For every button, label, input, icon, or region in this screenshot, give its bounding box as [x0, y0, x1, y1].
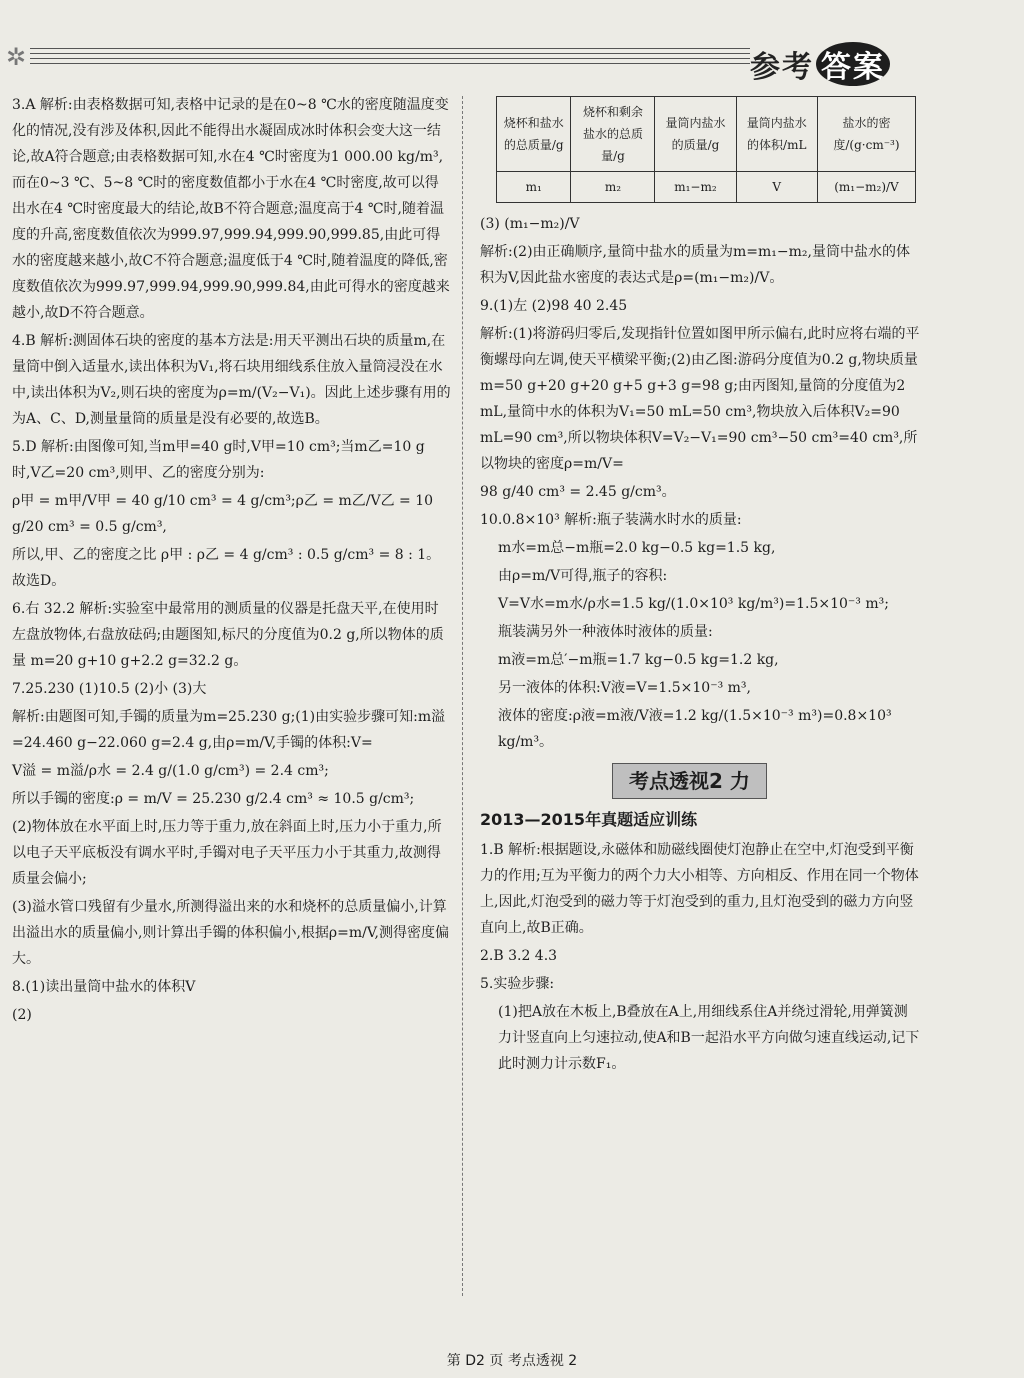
- answer-7: 7.25.230 (1)10.5 (2)小 (3)大: [12, 681, 207, 697]
- section-subhead: 2013—2015年真题适应训练: [480, 810, 698, 829]
- answer-8: 8.(1)读出量筒中盐水的体积V: [12, 979, 196, 995]
- force-answer-5-step1: (1)把A放在木板上,B叠放在A上,用细线系住A并绕过滑轮,用弹簧测力计竖直向上匀速拉动,使A和B一起沿水平方向做匀速直线运动,记下此时测力计示数F₁。: [498, 1004, 920, 1072]
- answer-7-volume: V溢 = m溢/ρ水 = 2.4 g/(1.0 g/cm³) = 2.4 cm³;: [12, 763, 329, 779]
- table-header-cell: 盐水的密度/(g·cm⁻³): [817, 97, 915, 172]
- table-header-cell: 烧杯和盐水的总质量/g: [497, 97, 571, 172]
- table-header-cell: 量筒内盐水的体积/mL: [736, 97, 817, 172]
- title-part1: 参考: [750, 50, 814, 85]
- answer-6: 6.右 32.2 解析:实验室中最常用的测质量的仪器是托盘天平,在使用时左盘放物体,右盘放砝码;由题图知,标尺的分度值为0.2 g,所以物体的质量 m=20 g+10 g+2.2 g=32.2 g。: [12, 601, 444, 669]
- answer-4: 4.B 解析:测固体石块的密度的基本方法是:用天平测出石块的质量m,在量筒中倒入适量水,读出体积为V₁,将石块用细线系住放入量筒浸没在水中,读出体积为V₂,则石块的密度为ρ=m/(V₂−V₁)。因此上述步骤有用的为A、C、D,测量量筒的质量是没有必要的,故选B。: [12, 333, 451, 427]
- answer-8-part2: (2): [12, 1007, 32, 1023]
- answer-10-liquid-density: 液体的密度:ρ液=m液/V液=1.2 kg/(1.5×10⁻³ m³)=0.8×10³ kg/m³。: [498, 708, 892, 750]
- answer-7-part3: (3)溢水管口残留有少量水,所测得溢出来的水和烧杯的总质量偏小,计算出溢出水的质量偏小,则计算出手镯的体积偏小,根据ρ=m/V,测得密度偏大。: [12, 899, 449, 967]
- data-table: [496, 96, 916, 203]
- answer-9-result: 98 g/40 cm³ = 2.45 g/cm³。: [480, 484, 676, 500]
- page-footer: 第 D2 页 考点透视 2: [446, 1353, 578, 1369]
- column-divider: [462, 96, 463, 1296]
- table-cell: m₁: [497, 172, 571, 203]
- answer-7-density: 所以手镯的密度:ρ = m/V = 25.230 g/2.4 cm³ ≈ 10.5 g/cm³;: [12, 791, 415, 807]
- table-header-row: [497, 97, 916, 172]
- title-part2: 答案: [816, 42, 890, 86]
- answer-10-water-mass: m水=m总−m瓶=2.0 kg−0.5 kg=1.5 kg,: [498, 540, 776, 556]
- header-rule: [30, 48, 750, 78]
- force-answer-5: 5.实验步骤:: [480, 976, 555, 992]
- table-cell: m₁−m₂: [655, 172, 736, 203]
- answer-8-part3: (3) (m₁−m₂)/V: [480, 216, 580, 232]
- force-answer-1: 1.B 解析:根据题设,永磁体和励磁线圈使灯泡静止在空中,灯泡受到平衡力的作用;互为平衡力的两个力大小相等、方向相反、作用在同一个物体上,因此,灯泡受到的磁力等于灯泡受到的重力,且灯泡受到的磁力方向竖直向上,故B正确。: [480, 842, 919, 936]
- table-header-cell: 烧杯和剩余盐水的总质量/g: [571, 97, 655, 172]
- table-cell: (m₁−m₂)/V: [817, 172, 915, 203]
- right-column: [480, 90, 920, 1079]
- page-title: [750, 42, 890, 86]
- answer-9-analysis: 解析:(1)将游码归零后,发现指针位置如图甲所示偏右,此时应将右端的平衡螺母向左调,使天平横梁平衡;(2)由乙图:游码分度值为0.2 g,物块质量m=50 g+20 g+20 g+5 g+3 g=98 g;由丙图知,量筒的分度值为2 mL,量筒中水的体积为V₁=50 mL=50 cm³,物块放入后体积V₂=90 mL=90 cm³,所以物块体积V=V₂−V₁=90 cm³−50 cm³=40 cm³,所以物块的密度ρ=m/V=: [480, 326, 920, 472]
- answer-7-analysis: 解析:由题图可知,手镯的质量为m=25.230 g;(1)由实验步骤可知:m溢=24.460 g−22.060 g=2.4 g,由ρ=m/V,手镯的体积:V=: [12, 709, 446, 751]
- table-cell: V: [736, 172, 817, 203]
- section-band: 考点透视2 力: [612, 763, 767, 799]
- answer-10-volume: V=V水=m水/ρ水=1.5 kg/(1.0×10³ kg/m³)=1.5×10⁻³ m³;: [498, 596, 889, 612]
- answer-10: 10.0.8×10³ 解析:瓶子装满水时水的质量:: [480, 512, 742, 528]
- gear-icon: ✲: [6, 43, 27, 71]
- answer-10-liquid-volume: 另一液体的体积:V液=V=1.5×10⁻³ m³,: [498, 680, 751, 696]
- left-column: [12, 90, 452, 1030]
- answer-7-part2: (2)物体放在水平面上时,压力等于重力,放在斜面上时,压力小于重力,所以电子天平底板没有调水平时,手镯对电子天平压力小于其重力,故测得质量会偏小;: [12, 819, 442, 887]
- answer-5-formula: ρ甲 = m甲/V甲 = 40 g/10 cm³ = 4 g/cm³;ρ乙 = m乙/V乙 = 10 g/20 cm³ = 0.5 g/cm³,: [12, 493, 434, 535]
- answer-5: 5.D 解析:由图像可知,当m甲=40 g时,V甲=10 cm³;当m乙=10 g时,V乙=20 cm³,则甲、乙的密度分别为:: [12, 439, 425, 481]
- answer-10-liquid-mass: m液=m总′−m瓶=1.7 kg−0.5 kg=1.2 kg,: [498, 652, 779, 668]
- answer-8-analysis: 解析:(2)由正确顺序,量筒中盐水的质量为m=m₁−m₂,量筒中盐水的体积为V,因此盐水密度的表达式是ρ=(m₁−m₂)/V。: [480, 244, 910, 286]
- answer-9: 9.(1)左 (2)98 40 2.45: [480, 298, 628, 314]
- table-row: [497, 172, 916, 203]
- table-cell: m₂: [571, 172, 655, 203]
- answer-5-ratio: 所以,甲、乙的密度之比 ρ甲 : ρ乙 = 4 g/cm³ : 0.5 g/cm³ = 8 : 1。故选D。: [12, 547, 441, 589]
- table-header-cell: 量筒内盐水的质量/g: [655, 97, 736, 172]
- answer-10-volume-intro: 由ρ=m/V可得,瓶子的容积:: [498, 568, 668, 584]
- answer-3: 3.A 解析:由表格数据可知,表格中记录的是在0~8 ℃水的密度随温度变化的情况,没有涉及体积,因此不能得出水凝固成冰时体积会变大这一结论,故A符合题意;由表格数据可知,水在4 ℃时密度为1 000.00 kg/m³,而在0~3 ℃、5~8 ℃时的密度数值都小于水在4 ℃时密度,故可以得出水在4 ℃时密度最大的结论,故B不符合题意;温度高于4 ℃时,随着温度的升高,密度数值依次为999.97,999.94,999.90,999.85,由此可得水的密度越来越小,故C不符合题意;温度低于4 ℃时,随着温度的降低,密度数值依次为999.97,999.94,999.90,999.84,由此可得水的密度越来越小,故D不符合题意。: [12, 97, 450, 321]
- force-answer-2-4: 2.B 3.2 4.3: [480, 948, 558, 964]
- answer-10-liquid-intro: 瓶装满另外一种液体时液体的质量:: [498, 624, 713, 640]
